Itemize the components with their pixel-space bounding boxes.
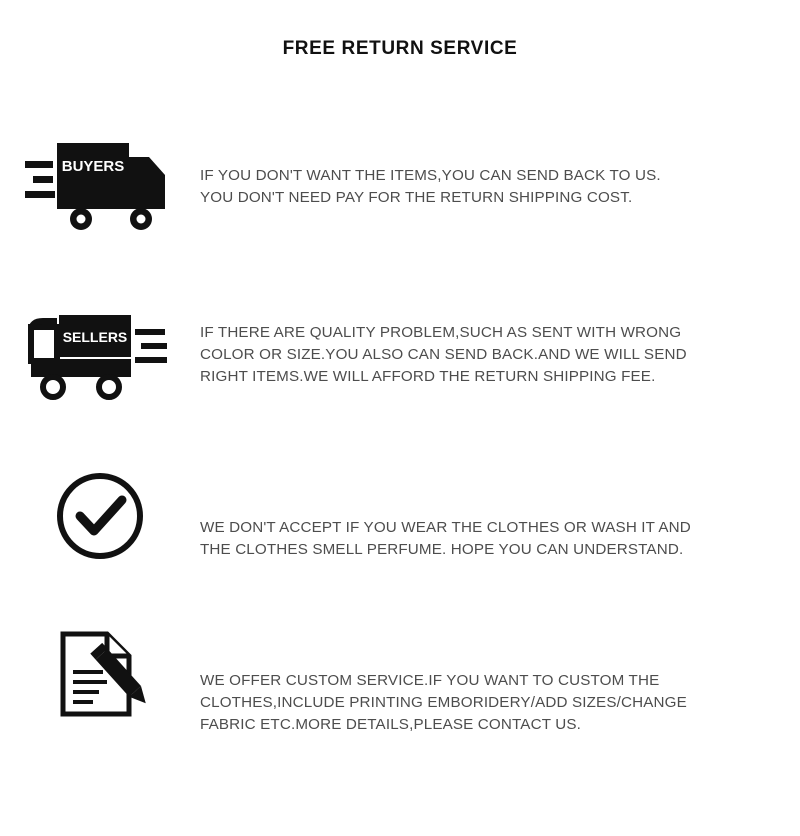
text-line: THE CLOTHES SMELL PERFUME. HOPE YOU CAN UNDERSTAND. [200, 541, 684, 558]
text-line: IF YOU DON'T WANT THE ITEMS,YOU CAN SEND BACK TO US. [200, 167, 661, 184]
truck-label: BUYERS [61, 158, 125, 175]
text-line: RIGHT ITEMS.WE WILL AFFORD THE RETURN SHIPPING FEE. [200, 368, 656, 385]
text-line: YOU DON'T NEED PAY FOR THE RETURN SHIPPING COST. [200, 189, 633, 206]
section-row-buyers [0, 125, 800, 295]
section-text [200, 620, 800, 736]
text-line: WE DON'T ACCEPT IF YOU WEAR THE CLOTHES OR WASH IT AND [200, 519, 691, 536]
truck-label: SELLERS [62, 329, 128, 345]
text-line: FABRIC ETC.MORE DETAILS,PLEASE CONTACT US. [200, 716, 581, 733]
delivery-truck-sellers-icon [25, 301, 175, 406]
text-line: IF THERE ARE QUALITY PROBLEM,SUCH AS SENT WITH WRONG [200, 324, 682, 341]
delivery-truck-buyers-icon [25, 131, 175, 241]
section-row-sellers [0, 295, 800, 460]
section-text [200, 125, 800, 209]
section-row-check [0, 460, 800, 620]
page-title: FREE RETURN SERVICE [282, 38, 518, 59]
icon-cell [0, 125, 200, 241]
sections-list [0, 125, 800, 770]
document-pencil-icon [45, 626, 155, 726]
icon-cell [0, 460, 200, 566]
text-line: CLOTHES,INCLUDE PRINTING EMBORIDERY/ADD SIZES/CHANGE [200, 694, 687, 711]
icon-cell [0, 620, 200, 726]
section-text [200, 295, 800, 388]
section-row-custom [0, 620, 800, 770]
text-line: COLOR OR SIZE.YOU ALSO CAN SEND BACK.AND WE WILL SEND [200, 346, 687, 363]
check-circle-icon [50, 466, 150, 566]
text-line: WE OFFER CUSTOM SERVICE.IF YOU WANT TO CUSTOM THE [200, 672, 660, 689]
section-text [200, 460, 800, 561]
icon-cell [0, 295, 200, 406]
